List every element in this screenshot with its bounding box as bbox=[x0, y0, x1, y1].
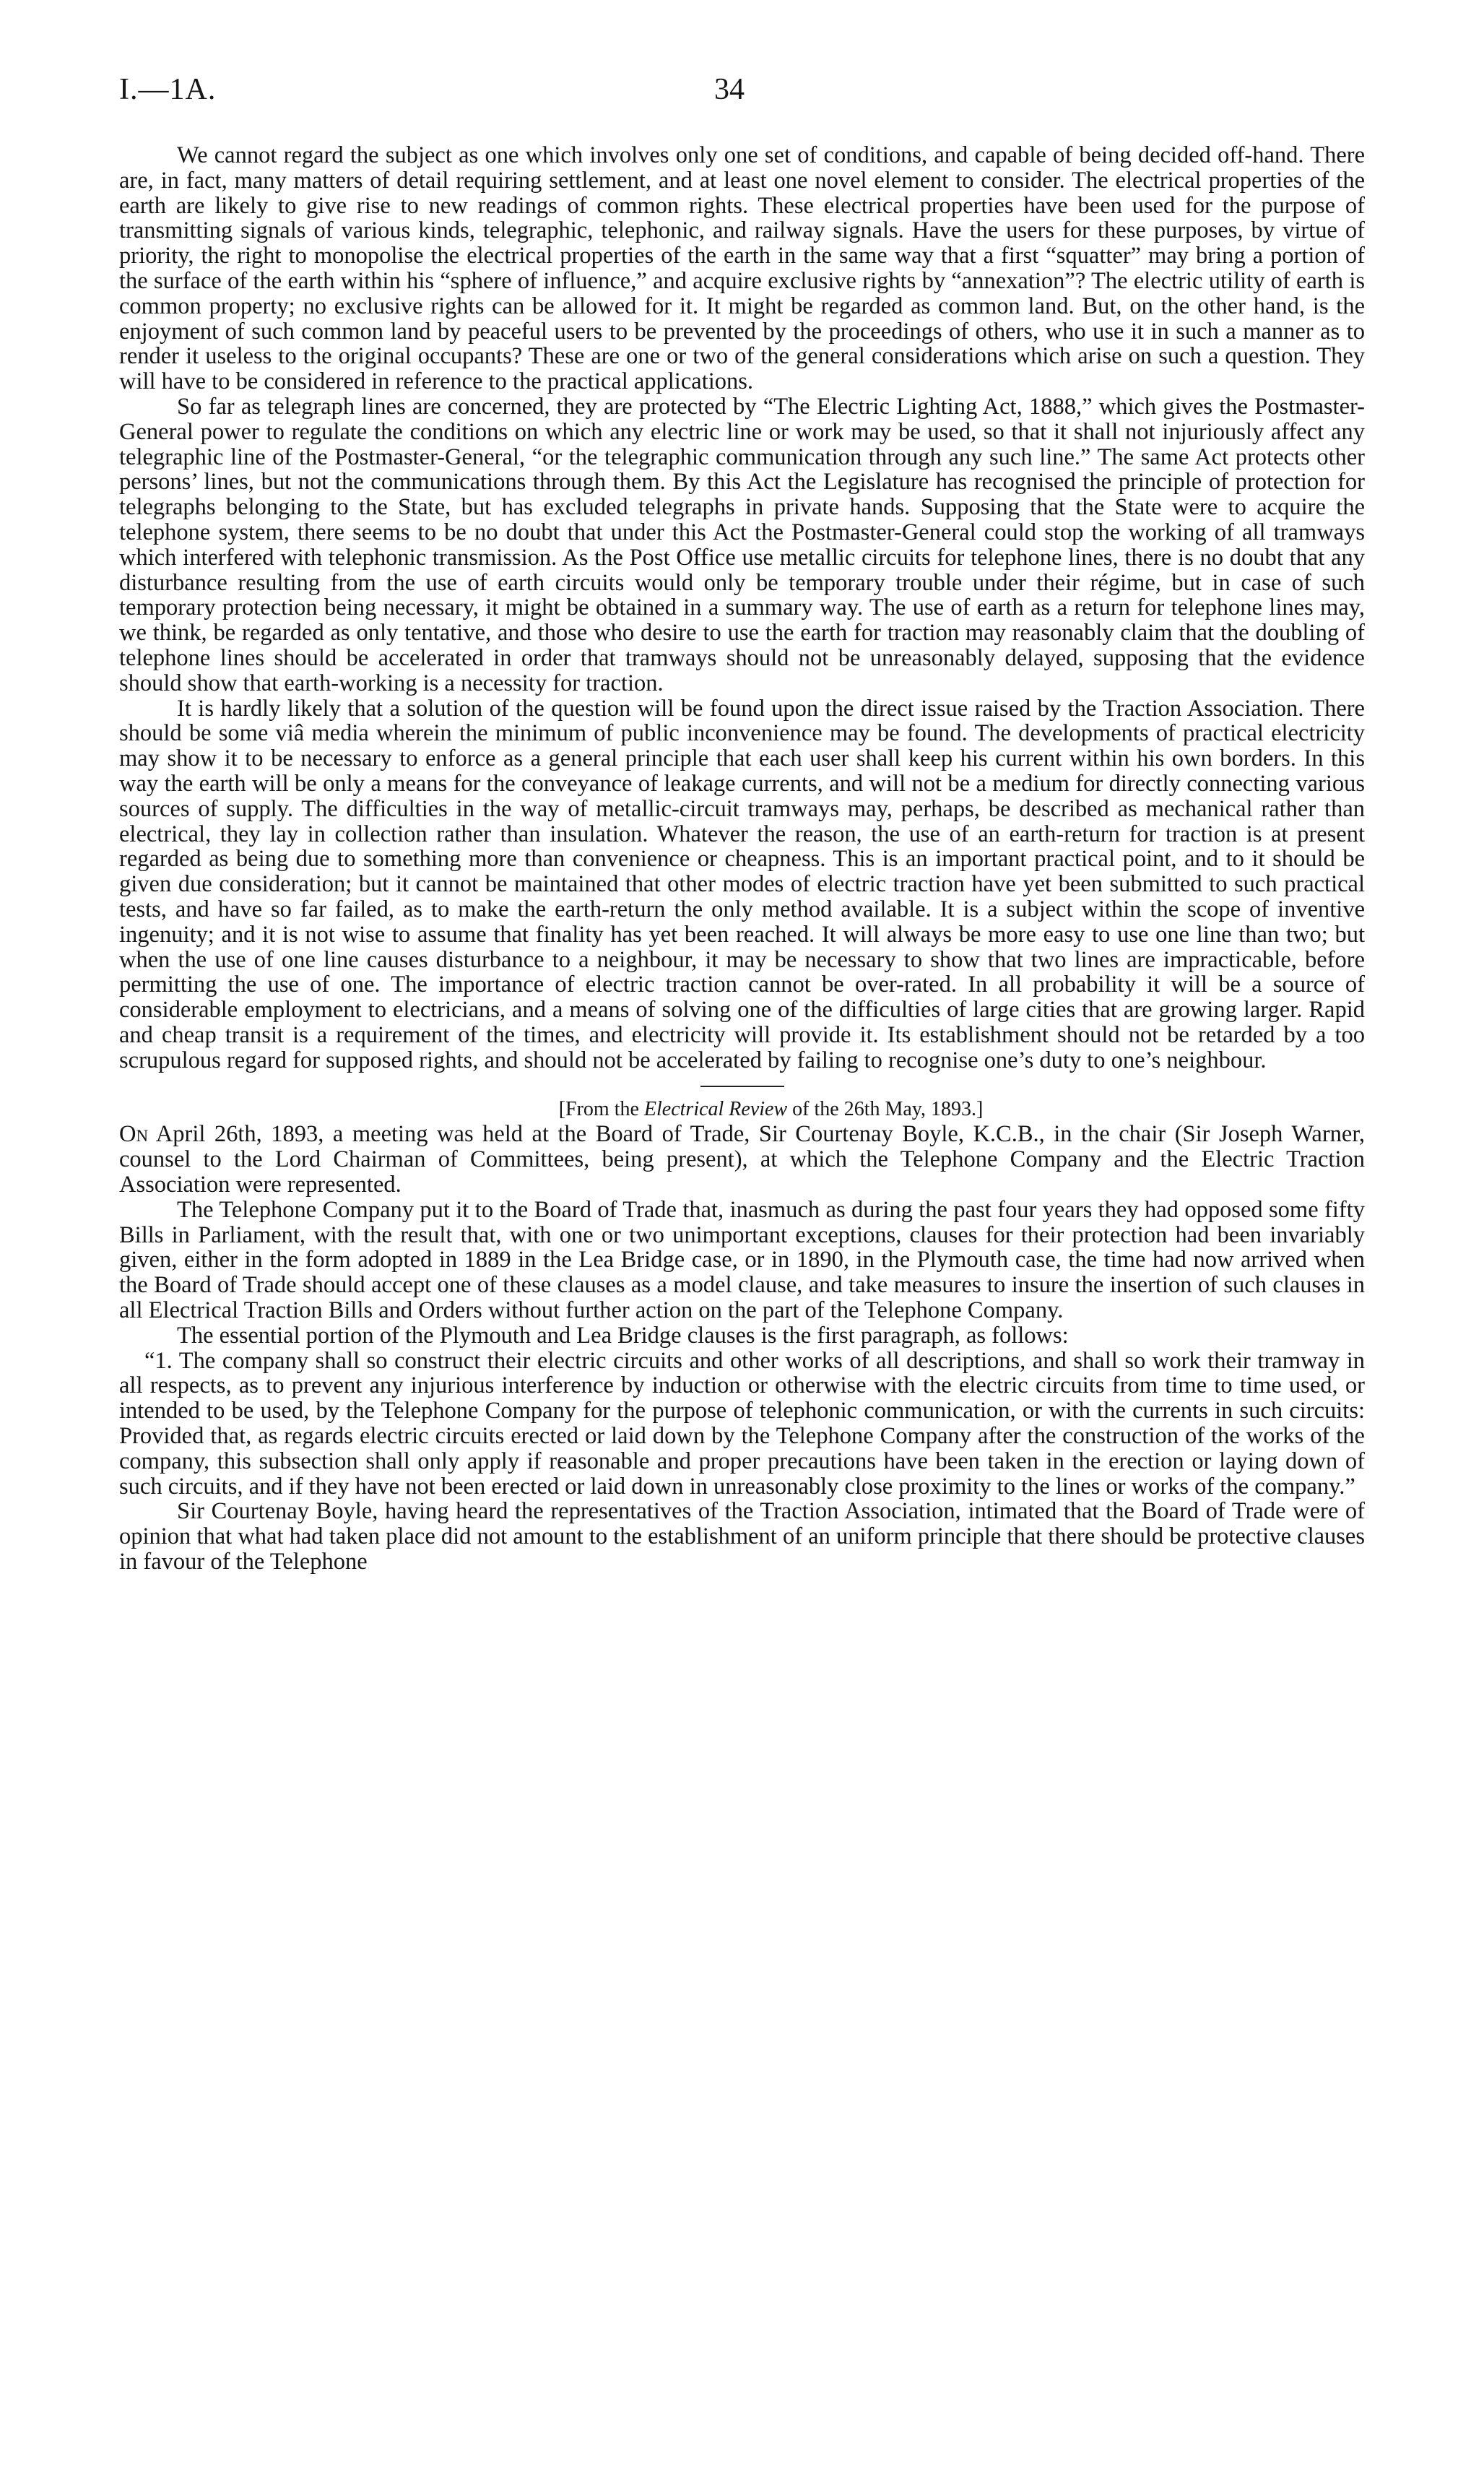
meeting-text: April 26th, 1893, a meeting was held at the Board of Trade, Sir Courtenay Boyle, K.C.B., in the chair (Sir Joseph Warner, counsel to the Lord Chairman of Committees, being present), at which the Telephone Company and the Electric Traction Association were represented. bbox=[119, 1121, 1365, 1198]
section-divider bbox=[700, 1086, 784, 1087]
paragraph-telegraph-lines: So far as telegraph lines are concerned, they are protected by “The Electric Lighting Act, 1888,” which gives the Postmaster-General power to regulate the conditions on which any electric line or work may be used, so that it shall not injuriously affect any telegraphic line of the Postmaster-General, “or the telegraphic communication through any such line.” The same Act protects other persons’ lines, but not the communications through them. By this Act the Legislature has recognised the principle of protection for telegraphs belonging to the State, but has excluded telegraphs in private hands. Supposing that the State were to acquire the telephone system, there seems to be no doubt that under this Act the Postmaster-General could stop the working of all tramways which interfered with telephonic transmission. As the Post Office use metallic circuits for telephone lines, there is no doubt that any disturbance resulting from the use of earth circuits would only be temporary trouble under their régime, but in case of such temporary protection being necessary, it might be obtained in a summary way. The use of earth as a return for telephone lines may, we think, be regarded as only tentative, and those who desire to use the earth for traction may reasonably claim that the doubling of telephone lines should be accelerated in order that tramways should not be unreasonably delayed, supposing that the evidence should show that earth-working is a necessity for traction. bbox=[119, 393, 1365, 696]
paragraph-via-media: It is hardly likely that a solution of the question will be found upon the direct issue raised by the Traction Association. There should be some viâ media wherein the minimum of public inconvenience may be found. The developments of practical electricity may show it to be necessary to enforce as a general principle that each user shall keep his current within his own borders. In this way the earth will be only a means for the conveyance of leakage currents, and will not be a medium for directly connecting various sources of supply. The difficulties in the way of metallic-circuit tramways may, perhaps, be described as mechanical rather than electrical, they lay in collection rather than insulation. Whatever the reason, the use of an earth-return for traction is at present regarded as being due to something more than convenience or cheapness. This is an important practical point, and to it should be given due consideration; but it cannot be maintained that other modes of electric traction have yet been submitted to such practical tests, and have so far failed, as to make the earth-return the only method available. It is a subject within the scope of inventive ingenuity; and it is not wise to assume that finality has yet been reached. It will always be more easy to use one line than two; but when the use of one line causes disturbance to a neighbour, it may be necessary to show that two lines are impracticable, before permitting the use of one. The importance of electric traction cannot be over-rated. In all probability it will be a source of considerable employment to electricians, and a means of solving one of the difficulties of large cities that are growing larger. Rapid and cheap transit is a requirement of the times, and electricity will provide it. Its establishment should not be retarded by a too scrupulous regard for supposed rights, and should not be accelerated by failing to recognise one’s duty to one’s neighbour. bbox=[119, 695, 1365, 1073]
clause-quote: “1. The company shall so construct their electric circuits and other works of all descriptions, and shall so work their tramway in all respects, as to prevent any injurious interference by induction or otherwise with the electric circuits from time to time used, or intended to be used, by the Telephone Company for the purpose of telephonic communication, or with the currents in such circuits: Provided that, as regards electric circuits erected or laid down by the Telephone Company after the construction of the works of the company, this subsection shall only apply if reasonable and proper precautions have been taken in the erection or laying down of such circuits, and if they have not been erected or laid down in unreasonably close proximity to the lines or works of the company.” bbox=[119, 1347, 1365, 1500]
paragraph-essential-portion: The essential portion of the Plymouth and Lea Bridge clauses is the first paragraph, as follows: bbox=[177, 1322, 1069, 1349]
source-citation bbox=[119, 1097, 1365, 1122]
page-number: 34 bbox=[714, 73, 745, 106]
paragraph-telephone-company: The Telephone Company put it to the Board of Trade that, inasmuch as during the past four years they had opposed some fifty Bills in Parliament, with the result that, with one or two unimportant exceptions, clauses for their protection had been invariably given, either in the form adopted in 1889 in the Lea Bridge case, or in 1890, in the Plymouth case, the time had now arrived when the Board of Trade should accept one of these clauses as a model clause, and take measures to insure the insertion of such clauses in all Electrical Traction Bills and Orders without further action on the part of the Telephone Company. bbox=[119, 1196, 1365, 1324]
drop-word: On bbox=[119, 1121, 149, 1148]
body-text bbox=[119, 143, 1365, 1575]
paragraph-meeting bbox=[119, 1122, 1365, 1197]
paragraph-common-rights: We cannot regard the subject as one which involves only one set of conditions, and capable of being decided off-hand. There are, in fact, many matters of detail requiring settlement, and at least one novel element to consider. The electrical properties of the earth are likely to give rise to new readings of common rights. These electrical properties have been used for the purpose of transmitting signals of various kinds, telegraphic, telephonic, and railway signals. Have the users for these purposes, by virtue of priority, the right to monopolise the electrical properties of the earth in the same way that a first “squatter” may bring a portion of the surface of the earth within his “sphere of influence,” and acquire exclusive rights by “annexation”? The electric utility of earth is common property; no exclusive rights can be allowed for it. It might be regarded as common land. But, on the other hand, is the enjoyment of such common land by peaceful users to be prevented by the proceedings of others, who use it in such a manner as to render it useless to the original occupants? These are one or two of the general considerations which arise on such a question. They will have to be considered in reference to the practical applications. bbox=[119, 142, 1365, 395]
source-prefix: [From the bbox=[558, 1098, 644, 1121]
paragraph-courtenay-boyle: Sir Courtenay Boyle, having heard the representatives of the Traction Association, intimated that the Board of Trade were of opinion that what had taken place did not amount to the establishment of an uniform principle that there should be protective clauses in favour of the Telephone bbox=[119, 1498, 1365, 1575]
source-publication: Electrical Review bbox=[643, 1098, 788, 1121]
source-suffix: of the 26th May, 1893.] bbox=[787, 1098, 984, 1121]
page-header bbox=[119, 72, 1365, 116]
document-reference: I.—1A. bbox=[119, 73, 217, 106]
